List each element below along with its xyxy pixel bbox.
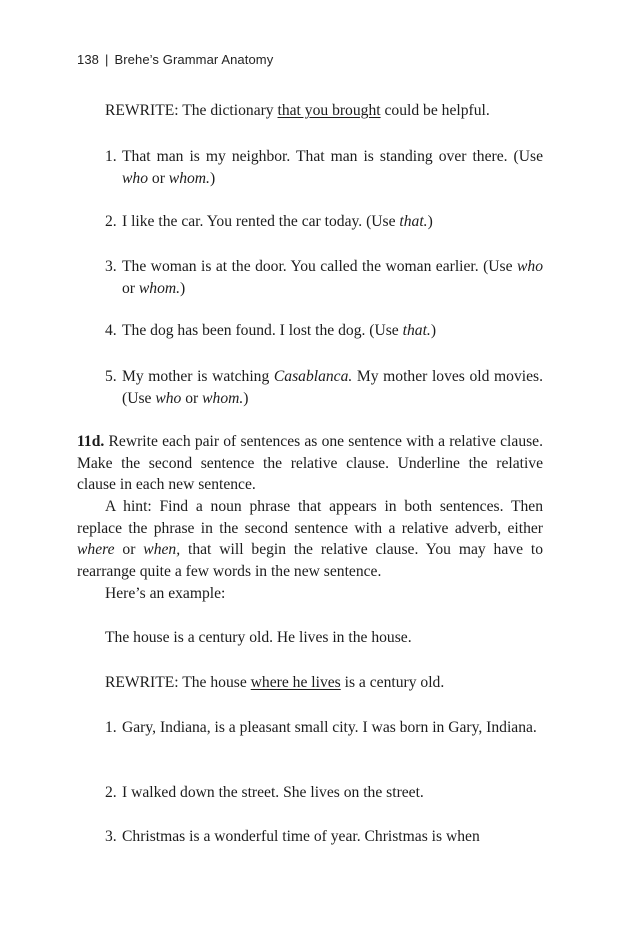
exercise-item-2-1: [105, 717, 543, 739]
exercise-item-2-2: [105, 782, 543, 804]
item-text: Gary, Indiana, is a pleasant small city. I was born in Gary, Indiana.: [122, 719, 537, 736]
rewrite-example-1: [105, 100, 541, 122]
item-text: That man is my neighbor. That man is standing over there. (Use who or whom.): [122, 148, 543, 187]
example-intro: Here’s an example:: [105, 585, 226, 602]
exercise-item-2: [105, 211, 543, 233]
item-number: 2.: [105, 784, 117, 801]
section-11d-instruction: [77, 431, 543, 496]
exercise-item-1: [105, 146, 543, 189]
rewrite-prefix: REWRITE: The dictionary: [105, 102, 278, 119]
item-text: My mother is watching Casablanca. My mother loves old movies. (Use who or whom.): [122, 368, 543, 407]
relative-clause-underlined: that you brought: [277, 102, 381, 119]
item-text: Christmas is a wonderful time of year. Christmas is when: [122, 828, 480, 845]
rewrite-example-2: REWRITE: The house where he lives is a century old.: [105, 674, 445, 691]
exercise-item-3: [105, 256, 543, 299]
exercise-item-5: [105, 366, 543, 409]
item-text: The dog has been found. I lost the dog. (Use that.): [122, 322, 437, 339]
exercise-item-2-3: [105, 826, 543, 848]
exercise-item-4: [105, 320, 543, 342]
item-number: 4.: [105, 322, 117, 339]
item-text: I like the car. You rented the car today. (Use that.): [122, 213, 433, 230]
book-title: Brehe’s Grammar Anatomy: [114, 52, 274, 67]
item-number: 3.: [105, 258, 117, 275]
hint-paragraph: A hint: Find a noun phrase that appears in both sentences. Then replace the phrase in the second sentence with a relative adverb, either where or when, that will begin the relative clause. You may have to rearrange quite a few words in the new sentence.: [77, 498, 544, 580]
instruction-text: Rewrite each pair of sentences as one sentence with a relative clause. Make the second sentence the relative clause. Underline the relative clause in each new sentence.: [77, 433, 543, 493]
item-text: I walked down the street. She lives on the street.: [122, 784, 424, 801]
item-number: 3.: [105, 828, 117, 845]
header-separator: |: [105, 52, 109, 67]
item-number: 1.: [105, 148, 117, 165]
rewrite-suffix: could be helpful.: [380, 102, 490, 119]
item-text: The woman is at the door. You called the woman earlier. (Use who or whom.): [122, 258, 543, 297]
running-head: [77, 52, 273, 67]
example-sentence: The house is a century old. He lives in the house.: [105, 629, 412, 646]
item-number: 5.: [105, 368, 117, 385]
item-number: 1.: [105, 719, 117, 736]
relative-clause-underlined: where he lives: [250, 674, 341, 691]
page-number: 138: [77, 52, 99, 67]
section-label: 11d.: [77, 433, 105, 450]
item-number: 2.: [105, 213, 117, 230]
